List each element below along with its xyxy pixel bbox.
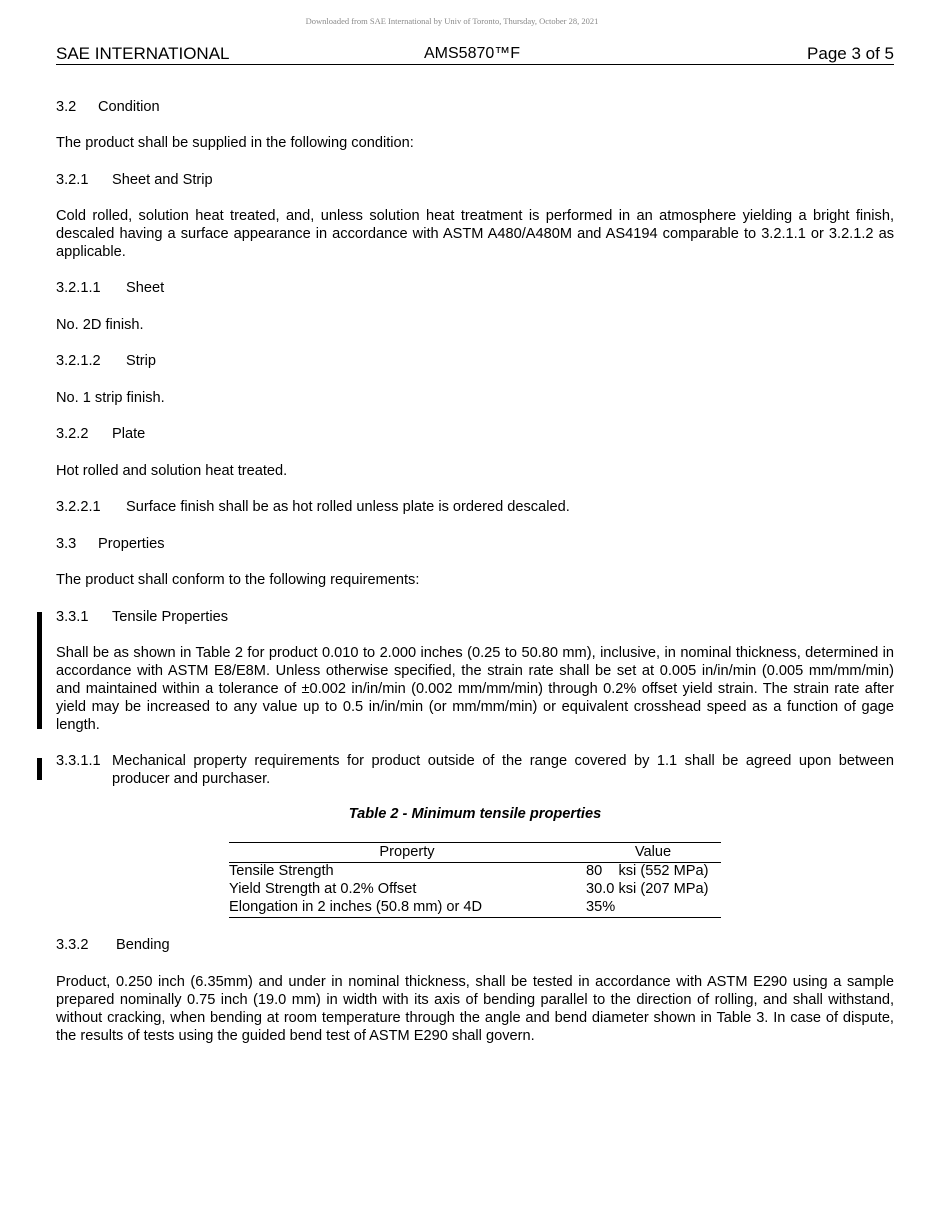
section-title: Condition	[98, 99, 160, 115]
para-3-2-2-1	[56, 498, 570, 516]
para-3-2-1-1: No. 2D finish.	[56, 317, 144, 333]
heading-3-2	[56, 98, 160, 116]
table-row	[229, 899, 721, 917]
section-number: 3.2	[56, 99, 77, 115]
header-document-number: AMS5870™F	[424, 45, 521, 62]
table-header-row	[229, 842, 721, 863]
table-2	[229, 842, 721, 918]
section-number: 3.3	[56, 536, 77, 552]
header-page-number: Page 3 of 5	[807, 44, 894, 63]
table-cell-value: 80 ksi (552 MPa)	[586, 863, 709, 879]
para-3-3-intro: The product shall conform to the following requirements:	[56, 572, 420, 588]
header-organization: SAE INTERNATIONAL	[56, 44, 230, 63]
section-number: 3.3.1	[56, 609, 89, 625]
table-header-property: Property	[379, 844, 435, 860]
table-cell-property: Elongation in 2 inches (50.8 mm) or 4D	[229, 899, 483, 915]
heading-3-2-2	[56, 425, 145, 443]
table-2-title: Table 2 - Minimum tensile properties	[348, 806, 602, 822]
section-title: Strip	[126, 353, 157, 369]
heading-3-2-1-1	[56, 279, 164, 297]
heading-3-3-2	[56, 936, 170, 954]
section-number: 3.3.2	[56, 937, 89, 953]
para-3-2-2: Hot rolled and solution heat treated.	[56, 463, 288, 479]
section-number: 3.2.1.2	[56, 353, 101, 369]
section-text: Mechanical property requirements for product outside of the range covered by 1.1 shall be agreed upon between producer and purchaser.	[112, 753, 894, 787]
para-3-2-1: Cold rolled, solution heat treated, and, unless solution heat treatment is performed in an atmosphere yielding a bright finish, descaled having a surface appearance in accordance with ASTM A480/A480M and AS4194 comparable to 3.2.1.1 or 3.2.1.2 as applicable.	[56, 208, 894, 260]
section-number: 3.3.1.1	[56, 753, 101, 769]
section-title: Tensile Properties	[112, 609, 228, 625]
section-number: 3.2.1.1	[56, 280, 101, 296]
heading-3-2-1	[56, 171, 213, 189]
para-3-2-1-2: No. 1 strip finish.	[56, 390, 165, 406]
section-title: Bending	[116, 937, 170, 953]
section-text: Surface finish shall be as hot rolled unless plate is ordered descaled.	[126, 499, 570, 515]
revision-change-bar	[37, 758, 42, 780]
table-cell-property: Yield Strength at 0.2% Offset	[229, 881, 417, 897]
para-3-3-2: Product, 0.250 inch (6.35mm) and under in nominal thickness, shall be tested in accordance with ASTM E290 using a sample prepared nominally 0.75 inch (19.0 mm) in width with its axis of bending parallel to the direction of rolling, and shall withstand, without cracking, when bending at room temperature through the angle and bend diameter shown in Table 3. In case of dispute, the results of tests using the guided bend test of ASTM E290 shall govern.	[56, 974, 894, 1044]
table-cell-value: 35%	[586, 899, 616, 915]
section-title: Sheet	[126, 280, 165, 296]
table-row	[229, 863, 721, 881]
table-row	[229, 881, 721, 899]
section-title: Plate	[112, 426, 146, 442]
table-cell-value: 30.0 ksi (207 MPa)	[586, 881, 709, 897]
heading-3-2-1-2	[56, 352, 156, 370]
page-header	[56, 44, 894, 65]
para-3-2-intro: The product shall be supplied in the following condition:	[56, 135, 414, 151]
section-number: 3.2.2.1	[56, 499, 101, 515]
section-number: 3.2.2	[56, 426, 89, 442]
table-bottom-rule	[229, 917, 721, 918]
para-3-3-1-1	[56, 752, 894, 788]
table-cell-property: Tensile Strength	[229, 863, 334, 879]
revision-change-bar	[37, 612, 42, 729]
section-title: Sheet and Strip	[112, 172, 213, 188]
section-number: 3.2.1	[56, 172, 89, 188]
heading-3-3	[56, 535, 165, 553]
table-header-value: Value	[634, 844, 672, 860]
section-title: Properties	[98, 536, 165, 552]
heading-3-3-1	[56, 608, 228, 626]
download-note: Downloaded from SAE International by Univ of Toronto, Thursday, October 28, 2021	[305, 16, 599, 26]
para-3-3-1: Shall be as shown in Table 2 for product 0.010 to 2.000 inches (0.25 to 50.80 mm), inclusive, in nominal thickness, determined in accordance with ASTM E8/E8M. Unless otherwise specified, the strain rate shall be set at 0.005 in/in/min (0.005 mm/mm/min) and maintained within a tolerance of ±0.002 in/in/min (0.002 mm/mm/min) through 0.2% offset yield strain. The strain rate after yield may be increased to any value up to 0.5 in/in/min (or mm/mm/min) or equivalent crosshead speed as a function of gage length.	[56, 645, 894, 733]
